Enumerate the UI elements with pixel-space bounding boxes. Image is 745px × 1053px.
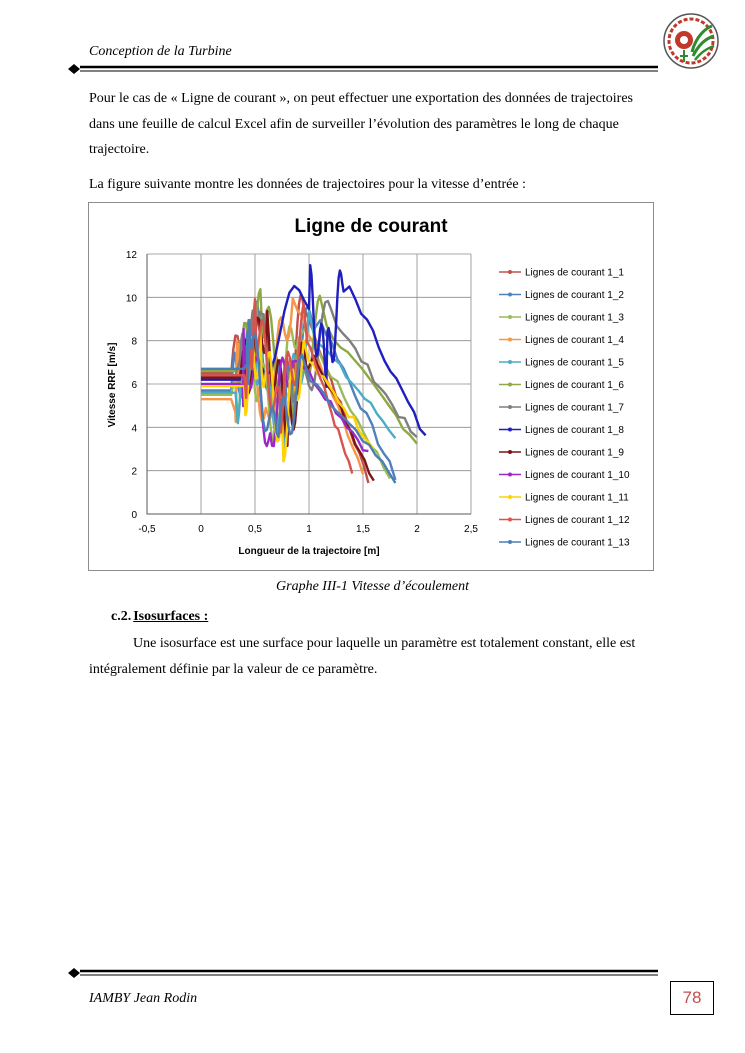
legend-item [499,493,629,504]
header-title: Conception de la Turbine [89,44,232,59]
legend-label: Lignes de courant 1_13 [525,537,630,549]
chart-frame [88,202,654,571]
section-number: c.2. [111,609,132,624]
legend-item [499,268,624,279]
x-tick-label: 1,5 [356,524,370,535]
chart-series [201,265,426,483]
legend-label: Lignes de courant 1_4 [525,335,624,346]
legend-label: Lignes de courant 1_11 [525,492,629,504]
legend-item [499,515,630,526]
x-tick-label: 1 [306,524,312,535]
legend-item [499,358,624,369]
legend-marker [508,428,512,432]
header-rule [68,64,658,74]
legend-label: Lignes de courant 1_6 [525,380,624,391]
paragraph-figure-intro: La figure suivante montre les données de trajectoires pour la vitesse d’entrée : [89,177,526,192]
page-number: 78 [670,981,714,1015]
y-tick-label: 6 [131,380,137,391]
legend-marker [508,338,512,342]
legend-label: Lignes de courant 1_12 [525,515,630,526]
legend-item [499,403,624,414]
legend-item [499,335,624,346]
legend-marker [508,360,512,364]
y-tick-label: 0 [131,510,137,521]
x-tick-label: 2,5 [464,524,478,535]
legend-label: Lignes de courant 1_1 [525,267,624,279]
legend-label: Lignes de courant 1_9 [525,447,624,459]
legend-marker [508,293,512,297]
legend-label: Lignes de courant 1_10 [525,470,630,481]
x-tick-label: 0,5 [248,524,262,535]
chart-axes [126,250,479,535]
y-tick-label: 12 [125,250,137,261]
legend-item [499,470,630,481]
legend-marker [508,495,512,499]
y-tick-label: 4 [131,423,137,435]
chart-legend [499,268,630,549]
legend-marker [508,270,512,274]
y-tick-label: 2 [131,466,137,478]
x-axis-label: Longueur de la trajectoire [m] [238,546,380,557]
section-heading [111,609,208,625]
section-title: Isosurfaces : [133,609,209,624]
legend-item [499,380,624,391]
legend-marker [508,473,512,477]
footer-rule [68,968,658,978]
y-tick-label: 8 [131,336,137,348]
legend-marker [508,450,512,454]
legend-marker [508,540,512,544]
y-axis-label: Vitesse RRF [m/s] [107,342,118,428]
x-tick-label: -0,5 [138,524,156,535]
legend-label: Lignes de courant 1_5 [525,357,624,369]
legend-label: Lignes de courant 1_3 [525,312,624,324]
legend-item [499,538,630,549]
paragraph-isosurface: Une isosurface est une surface pour laquelle un paramètre est totalement constant, elle est intégralement définie par la valeur de ce paramètre. [89,636,636,677]
legend-label: Lignes de courant 1_8 [525,425,624,436]
legend-marker [508,383,512,387]
figure-caption: Graphe III-1 Vitesse d’écoulement [276,579,469,594]
legend-item [499,448,624,459]
legend-label: Lignes de courant 1_2 [525,290,624,301]
legend-label: Lignes de courant 1_7 [525,402,624,414]
y-tick-label: 10 [125,293,137,305]
legend-item [499,290,624,301]
legend-marker [508,315,512,319]
streamline-velocity-chart [89,203,653,570]
legend-marker [508,405,512,409]
chart-title: Ligne de courant [294,216,448,237]
legend-item [499,313,624,324]
x-tick-label: 0 [198,524,204,535]
legend-item [499,425,624,436]
paragraph-streamline-export: Pour le cas de « Ligne de courant », on peut effectuer une exportation des données de trajectoires dans une feuille de calcul Excel afin de surveiller l’évolution des paramètres le long de chaque trajectoire. [89,91,633,157]
footer-author: IAMBY Jean Rodin [89,991,198,1006]
university-logo [662,12,720,70]
legend-marker [508,518,512,522]
x-tick-label: 2 [414,524,420,535]
